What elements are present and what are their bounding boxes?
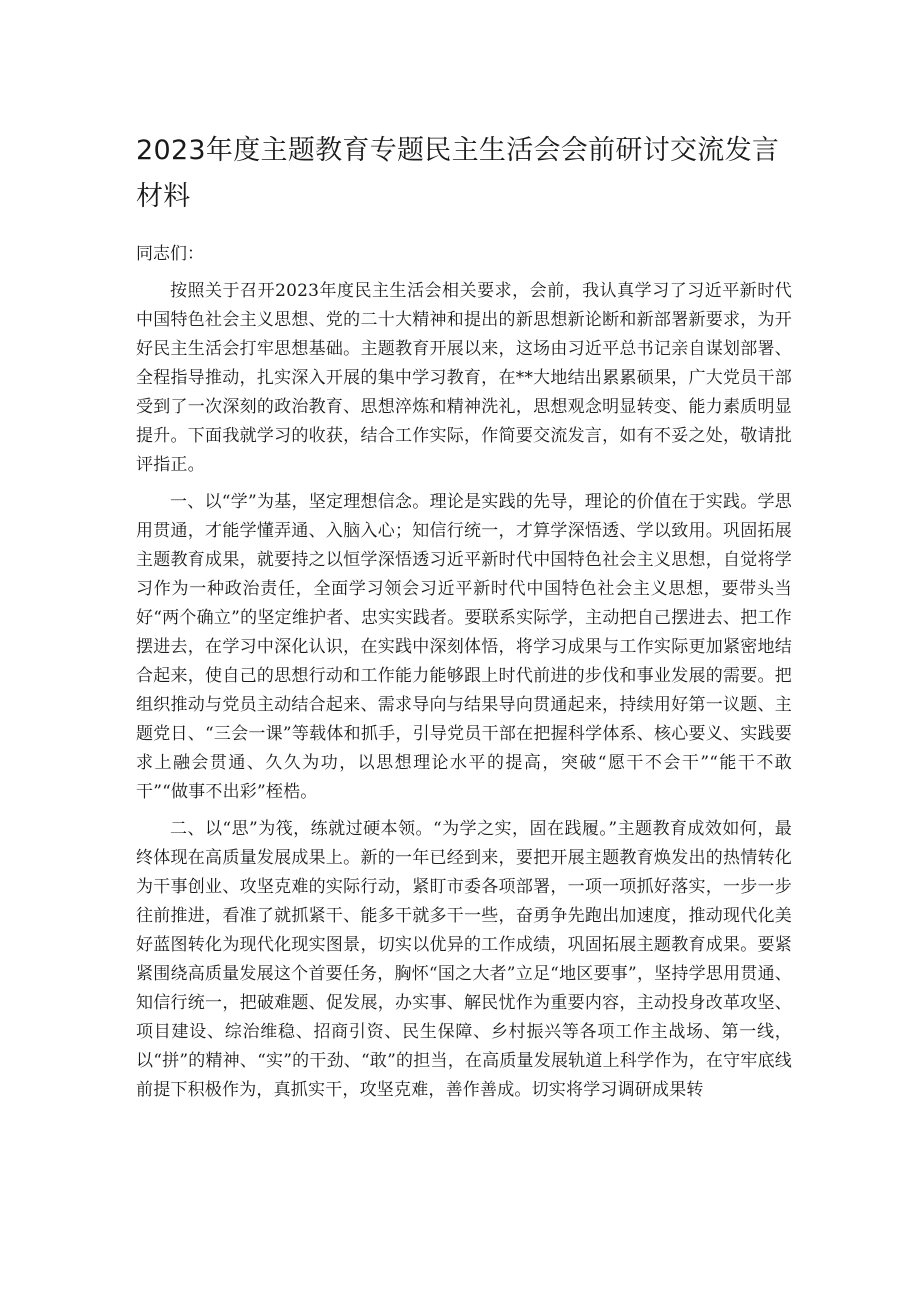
- document-content: [136, 128, 792, 1105]
- document-title: 2023年度主题教育专题民主生活会会前研讨交流发言材料: [136, 135, 780, 212]
- paragraph-section-1: 一、以“学”为基，坚定理想信念。理论是实践的先导，理论的价值在于实践。学思用贯通，才能学懂弄通、入脑入心；知信行统一，才算学深悟透、学以致用。巩固拓展主题教育成果，就要持之以恒学深悟透习近平新时代中国特色社会主义思想，自觉将学习作为一种政治责任，全面学习领会习近平新时代中国特色社会主义思想，要带头当好“两个确立”的坚定维护者、忠实实践者。要联系实际学，主动把自己摆进去、把工作摆进去，在学习中深化认识，在实践中深刻体悟，将学习成果与工作实际更加紧密地结合起来，使自己的思想行动和工作能力能够跟上时代前进的步伐和事业发展的需要。把组织推动与党员主动结合起来、需求导向与结果导向贯通起来，持续用好第一议题、主题党日、“三会一课”等载体和抓手，引导党员干部在把握科学体系、核心要义、实践要求上融会贯通、久久为功，以思想理论水平的提高，突破“愿干不会干”“能干不敢干”“做事不出彩”桎梏。: [136, 492, 792, 802]
- salutation: 同志们：: [136, 244, 204, 264]
- paragraph-intro: 按照关于召开2023年度民主生活会相关要求，会前，我认真学习了习近平新时代中国特色社会主义思想、党的二十大精神和提出的新思想新论断和新部署新要求，为开好民主生活会打牢思想基础。主题教育开展以来，这场由习近平总书记亲自谋划部署、全程指导推动，扎实深入开展的集中学习教育，在**大地结出累累硕果，广大党员干部受到了一次深刻的政治教育、思想淬炼和精神洗礼，思想观念明显转变、能力素质明显提升。下面我就学习的收获，结合工作实际，作简要交流发言，如有不妥之处，敬请批评指正。: [136, 281, 792, 475]
- paragraph-section-2: 二、以“思”为筏，练就过硬本领。“为学之实，固在践履。”主题教育成效如何，最终体现在高质量发展成果上。新的一年已经到来，要把开展主题教育焕发出的热情转化为干事创业、攻坚克难的实际行动，紧盯市委各项部署，一项一项抓好落实，一步一步往前推进，看准了就抓紧干、能多干就多干一些，奋勇争先跑出加速度，推动现代化美好蓝图转化为现代化现实图景，切实以优异的工作成绩，巩固拓展主题教育成果。要紧紧围绕高质量发展这个首要任务，胸怀“国之大者”立足“地区要事”，坚持学思用贯通、知信行统一，把破难题、促发展，办实事、解民忧作为重要内容，主动投身改革攻坚、项目建设、综治维稳、招商引资、民生保障、乡村振兴等各项工作主战场、第一线，以“拼”的精神、“实”的干劲、“敢”的担当，在高质量发展轨道上科学作为，在守牢底线前提下积极作为，真抓实干，攻坚克难，善作善成。切实将学习调研成果转: [136, 819, 792, 1100]
